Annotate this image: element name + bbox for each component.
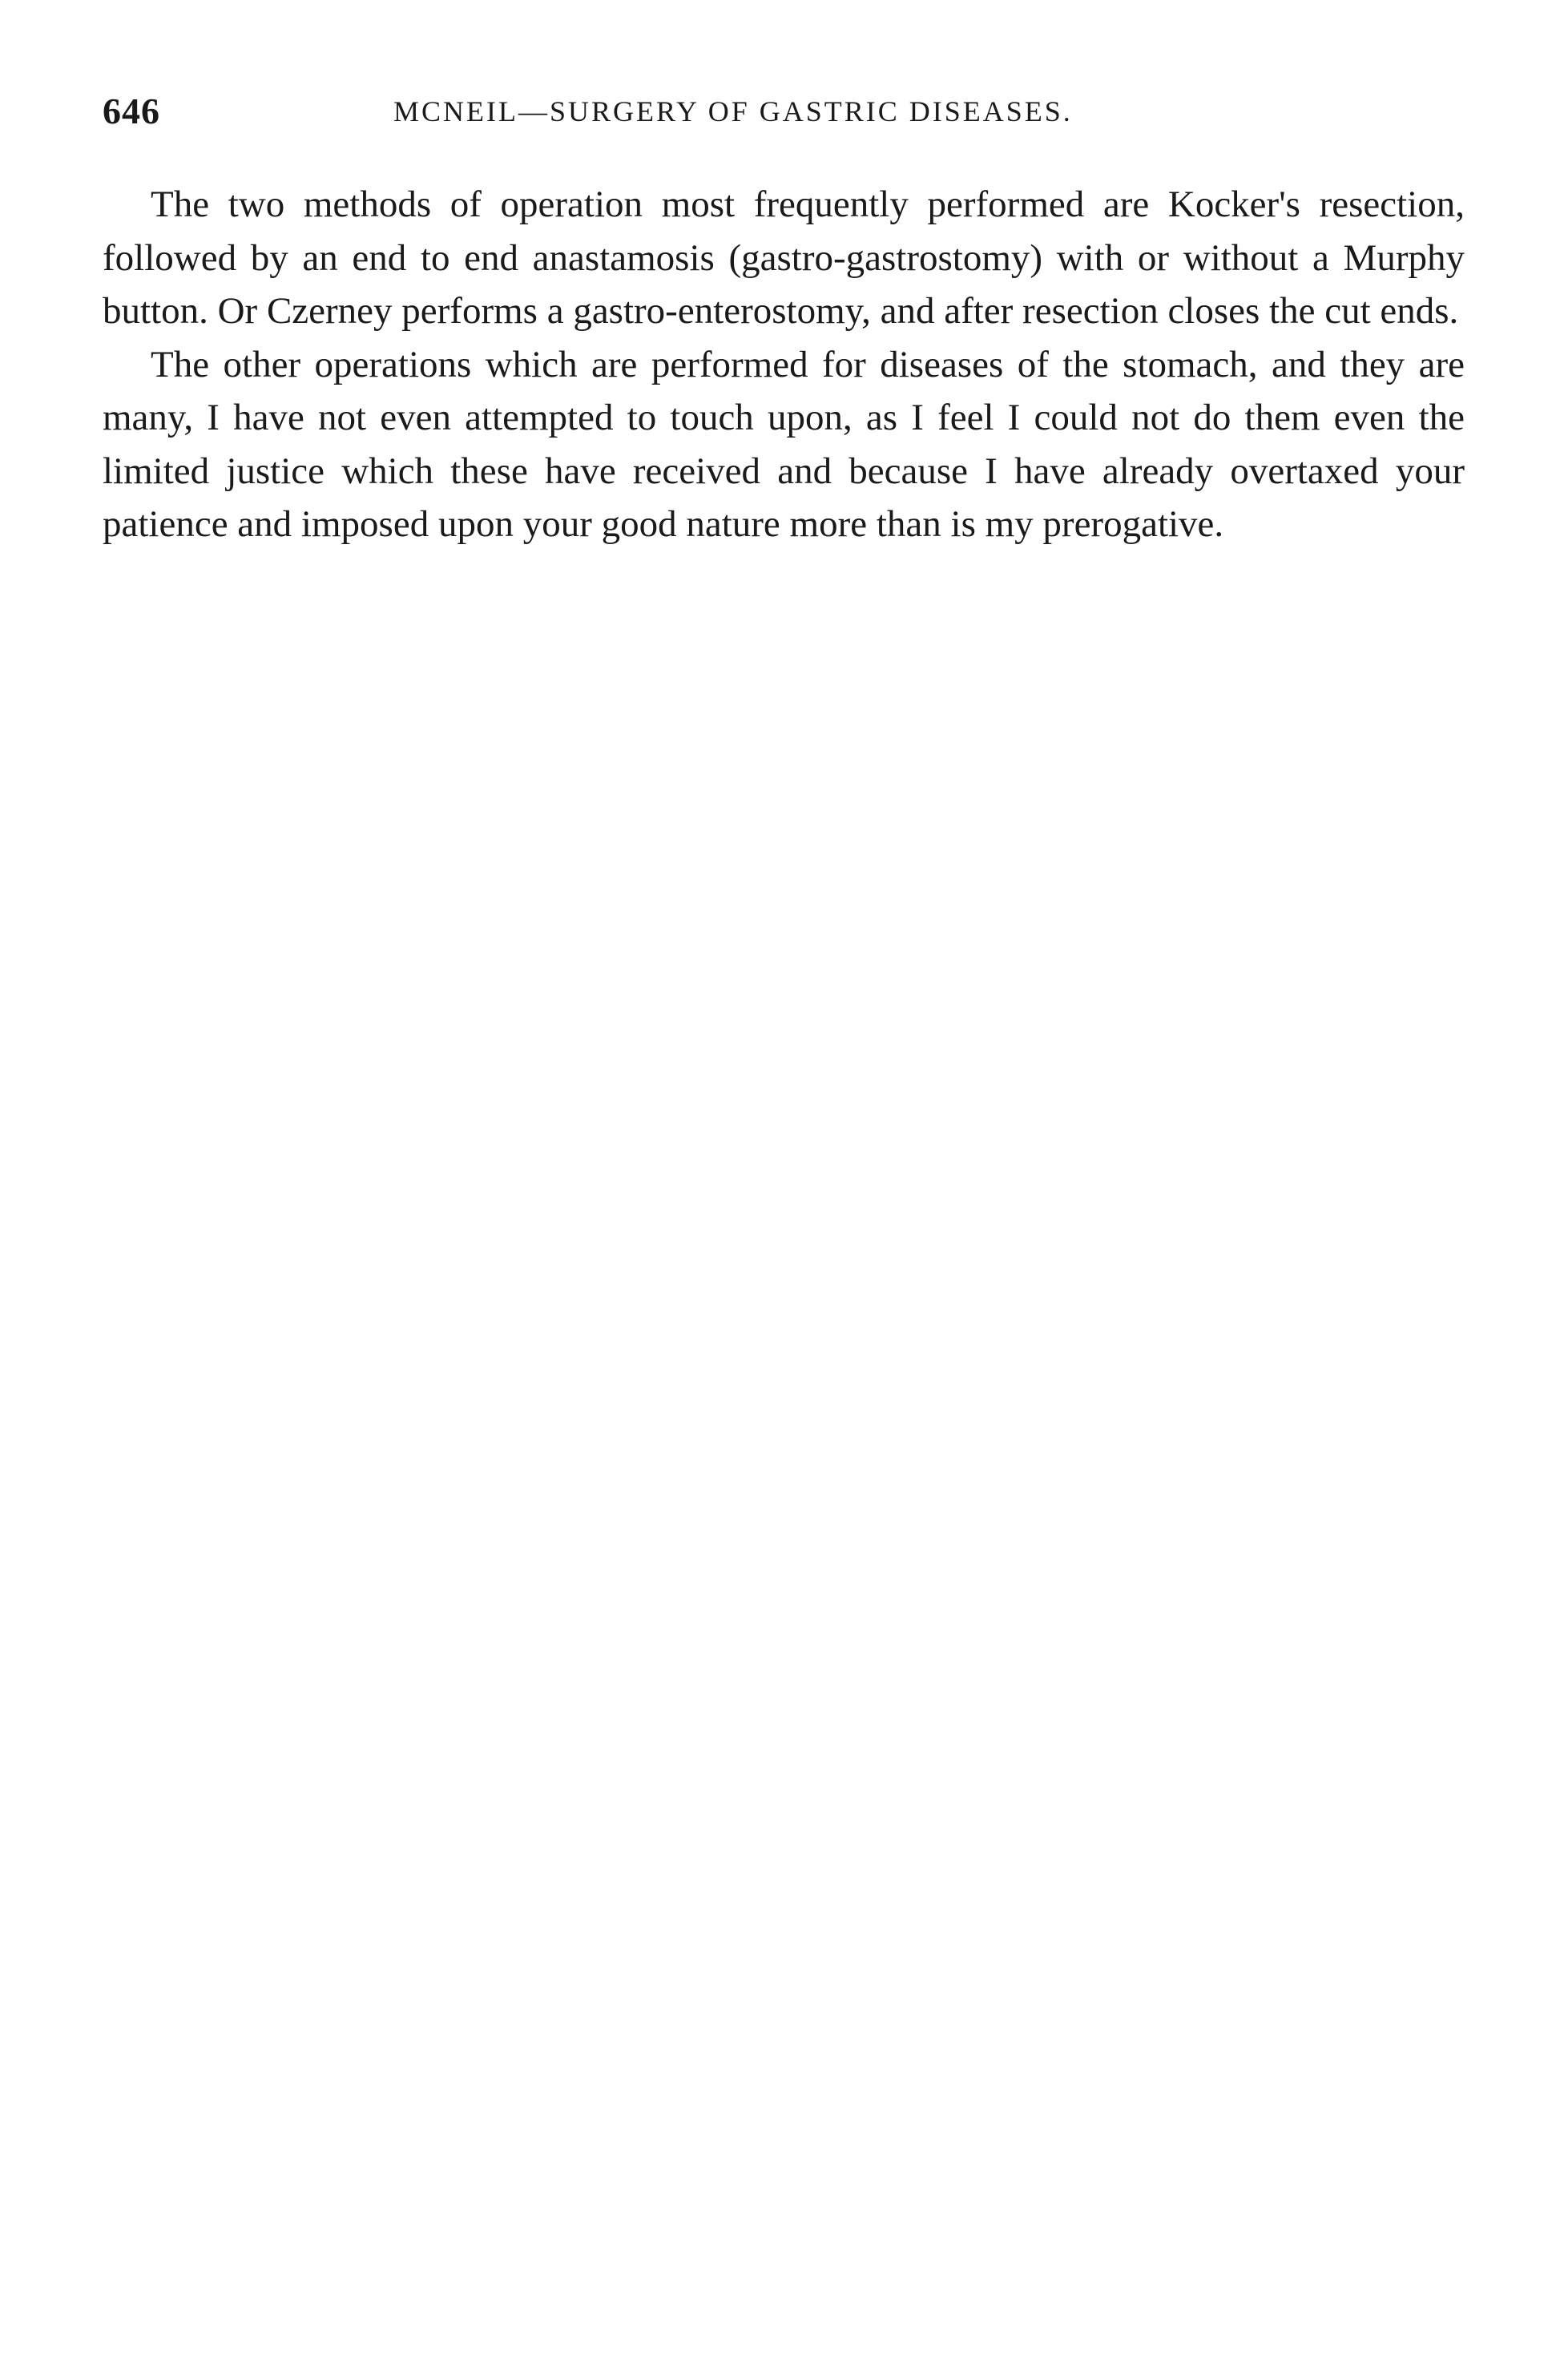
- running-head: MCNEIL—SURGERY OF GASTRIC DISEASES.: [393, 95, 1073, 127]
- page-number: 646: [103, 91, 160, 131]
- paragraph: The two methods of operation most frequently performed are Kocker's resection, followed by an end to end anastamosis (gastro-gastrostomy) with or without a Murphy button. Or Czerney performs a gastro-enterostomy, and after resection closes the cut ends.: [103, 184, 1465, 332]
- paragraph: The other operations which are performed for diseases of the stomach, and they are many, I have not even attempted to touch upon, as I feel I could not do them even the limited justice which these have received and because I have already overtaxed your patience and imposed upon your good nature more than is my prerogative.: [103, 343, 1465, 545]
- body-text: [103, 178, 1465, 551]
- page-header: [103, 90, 1465, 138]
